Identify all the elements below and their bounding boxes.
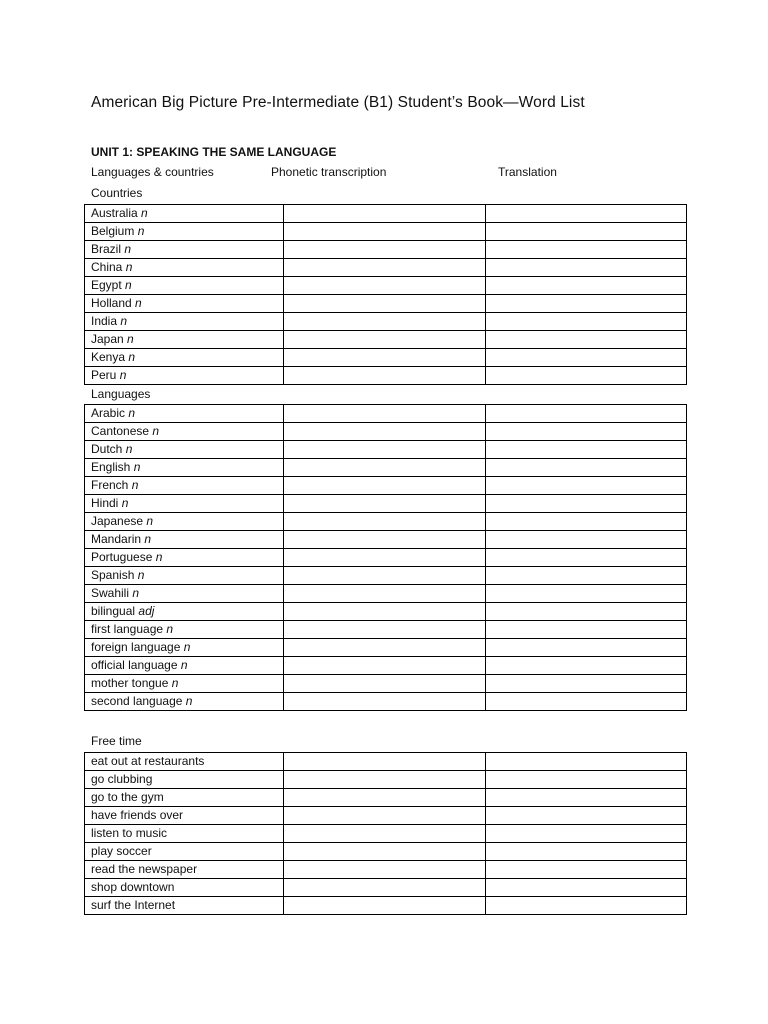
word-text: read the newspaper <box>91 862 198 876</box>
phonetic-cell <box>284 585 486 603</box>
phonetic-cell <box>284 843 486 861</box>
phonetic-cell <box>284 861 486 879</box>
table-row <box>85 313 687 331</box>
table-row <box>85 531 687 549</box>
translation-cell <box>486 259 687 277</box>
phonetic-cell <box>284 259 486 277</box>
word-cell <box>85 477 284 495</box>
part-of-speech: n <box>131 478 139 492</box>
word-text: Brazil <box>91 242 122 256</box>
phonetic-cell <box>284 441 486 459</box>
part-of-speech: n <box>119 368 127 382</box>
translation-cell <box>486 693 687 711</box>
part-of-speech: n <box>144 532 152 546</box>
table-row <box>85 205 687 223</box>
word-cell <box>85 897 284 915</box>
word-cell <box>85 825 284 843</box>
table-row <box>85 693 687 711</box>
translation-cell <box>486 621 687 639</box>
translation-cell <box>486 349 687 367</box>
phonetic-cell <box>284 495 486 513</box>
word-cell <box>85 241 284 259</box>
word-text: Cantonese <box>91 424 150 438</box>
word-text: Japanese <box>91 514 144 528</box>
word-text: Dutch <box>91 442 123 456</box>
word-cell <box>85 223 284 241</box>
phonetic-cell <box>284 879 486 897</box>
word-text: Spanish <box>91 568 135 582</box>
table-row <box>85 639 687 657</box>
word-text: surf the Internet <box>91 898 176 912</box>
word-text: Egypt <box>91 278 122 292</box>
word-text: have friends over <box>91 808 184 822</box>
word-cell <box>85 205 284 223</box>
word-cell <box>85 441 284 459</box>
part-of-speech: n <box>125 442 133 456</box>
table-row <box>85 549 687 567</box>
word-text: Portuguese <box>91 550 153 564</box>
table-row <box>85 771 687 789</box>
table-row <box>85 295 687 313</box>
translation-cell <box>486 585 687 603</box>
phonetic-cell <box>284 621 486 639</box>
translation-cell <box>486 789 687 807</box>
part-of-speech: n <box>121 496 129 510</box>
phonetic-cell <box>284 367 486 385</box>
translation-cell <box>486 405 687 423</box>
word-text: French <box>91 478 129 492</box>
phonetic-cell <box>284 241 486 259</box>
word-text: foreign language <box>91 640 181 654</box>
word-text: shop downtown <box>91 880 175 894</box>
table-row <box>85 567 687 585</box>
table-row <box>85 513 687 531</box>
translation-cell <box>486 295 687 313</box>
phonetic-cell <box>284 349 486 367</box>
part-of-speech: n <box>155 550 163 564</box>
translation-cell <box>486 675 687 693</box>
table-row <box>85 331 687 349</box>
word-cell <box>85 277 284 295</box>
word-cell <box>85 843 284 861</box>
part-of-speech: n <box>137 224 145 238</box>
word-text: Kenya <box>91 350 126 364</box>
table-row <box>85 277 687 295</box>
phonetic-cell <box>284 531 486 549</box>
part-of-speech: n <box>183 640 191 654</box>
word-cell <box>85 259 284 277</box>
word-text: Belgium <box>91 224 135 238</box>
translation-cell <box>486 657 687 675</box>
phonetic-cell <box>284 897 486 915</box>
table-row <box>85 753 687 771</box>
translation-cell <box>486 567 687 585</box>
word-text: play soccer <box>91 844 152 858</box>
phonetic-cell <box>284 459 486 477</box>
column-header-translation: Translation <box>498 165 557 179</box>
table-row <box>85 477 687 495</box>
table-row <box>85 879 687 897</box>
phonetic-cell <box>284 693 486 711</box>
word-cell <box>85 295 284 313</box>
table-row <box>85 621 687 639</box>
word-cell <box>85 405 284 423</box>
translation-cell <box>486 495 687 513</box>
part-of-speech: n <box>185 694 193 708</box>
word-text: China <box>91 260 123 274</box>
table-row <box>85 241 687 259</box>
phonetic-cell <box>284 825 486 843</box>
word-text: Holland <box>91 296 132 310</box>
word-cell <box>85 423 284 441</box>
part-of-speech: adj <box>138 604 155 618</box>
part-of-speech: n <box>124 242 132 256</box>
phonetic-cell <box>284 753 486 771</box>
word-cell <box>85 459 284 477</box>
word-text: first language <box>91 622 164 636</box>
part-of-speech: n <box>171 676 179 690</box>
phonetic-cell <box>284 675 486 693</box>
phonetic-cell <box>284 771 486 789</box>
translation-cell <box>486 603 687 621</box>
translation-cell <box>486 241 687 259</box>
word-text: go clubbing <box>91 772 153 786</box>
table-row <box>85 657 687 675</box>
translation-cell <box>486 277 687 295</box>
word-cell <box>85 771 284 789</box>
document-title: American Big Picture Pre-Intermediate (B1) Student’s Book—Word List <box>91 94 585 111</box>
word-cell <box>85 621 284 639</box>
part-of-speech: n <box>135 296 142 310</box>
phonetic-cell <box>284 313 486 331</box>
translation-cell <box>486 477 687 495</box>
word-cell <box>85 693 284 711</box>
word-text: English <box>91 460 131 474</box>
phonetic-cell <box>284 477 486 495</box>
part-of-speech: n <box>120 314 128 328</box>
translation-cell <box>486 441 687 459</box>
word-cell <box>85 657 284 675</box>
unit-heading: UNIT 1: SPEAKING THE SAME LANGUAGE <box>91 145 337 159</box>
word-cell <box>85 675 284 693</box>
word-text: Australia <box>91 206 138 220</box>
word-text: India <box>91 314 118 328</box>
word-cell <box>85 567 284 585</box>
translation-cell <box>486 459 687 477</box>
word-text: Peru <box>91 368 117 382</box>
countries-table <box>84 204 687 385</box>
translation-cell <box>486 423 687 441</box>
translation-cell <box>486 313 687 331</box>
translation-cell <box>486 549 687 567</box>
word-text: official language <box>91 658 178 672</box>
part-of-speech: n <box>180 658 188 672</box>
phonetic-cell <box>284 513 486 531</box>
column-header-phonetic: Phonetic transcription <box>271 165 387 179</box>
table-row <box>85 843 687 861</box>
word-cell <box>85 367 284 385</box>
phonetic-cell <box>284 789 486 807</box>
word-text: go to the gym <box>91 790 164 804</box>
word-cell <box>85 753 284 771</box>
translation-cell <box>486 897 687 915</box>
table-row <box>85 807 687 825</box>
phonetic-cell <box>284 423 486 441</box>
phonetic-cell <box>284 807 486 825</box>
translation-cell <box>486 843 687 861</box>
word-text: bilingual <box>91 604 136 618</box>
part-of-speech: n <box>133 460 141 474</box>
part-of-speech: n <box>141 206 148 220</box>
table-row <box>85 585 687 603</box>
word-text: Arabic <box>91 406 126 420</box>
part-of-speech: n <box>152 424 160 438</box>
section-label-languages: Languages <box>91 387 151 401</box>
table-row <box>85 405 687 423</box>
translation-cell <box>486 879 687 897</box>
word-cell <box>85 807 284 825</box>
part-of-speech: n <box>125 260 133 274</box>
table-row <box>85 367 687 385</box>
table-row <box>85 603 687 621</box>
table-row <box>85 441 687 459</box>
table-row <box>85 861 687 879</box>
free-time-table <box>84 752 687 915</box>
word-cell <box>85 879 284 897</box>
translation-cell <box>486 513 687 531</box>
word-cell <box>85 861 284 879</box>
table-row <box>85 459 687 477</box>
part-of-speech: n <box>127 332 134 346</box>
word-cell <box>85 495 284 513</box>
word-cell <box>85 585 284 603</box>
part-of-speech: n <box>128 350 136 364</box>
word-cell <box>85 331 284 349</box>
table-row <box>85 223 687 241</box>
translation-cell <box>486 861 687 879</box>
table-row <box>85 495 687 513</box>
phonetic-cell <box>284 603 486 621</box>
word-cell <box>85 789 284 807</box>
translation-cell <box>486 639 687 657</box>
word-text: second language <box>91 694 183 708</box>
word-cell <box>85 549 284 567</box>
word-cell <box>85 603 284 621</box>
translation-cell <box>486 753 687 771</box>
table-row <box>85 259 687 277</box>
translation-cell <box>486 367 687 385</box>
word-text: Hindi <box>91 496 119 510</box>
column-header-words: Languages & countries <box>91 165 214 179</box>
word-text: mother tongue <box>91 676 169 690</box>
phonetic-cell <box>284 277 486 295</box>
word-cell <box>85 349 284 367</box>
table-row <box>85 789 687 807</box>
word-cell <box>85 313 284 331</box>
phonetic-cell <box>284 549 486 567</box>
translation-cell <box>486 205 687 223</box>
translation-cell <box>486 771 687 789</box>
part-of-speech: n <box>125 278 132 292</box>
word-text: Mandarin <box>91 532 142 546</box>
phonetic-cell <box>284 295 486 313</box>
table-row <box>85 825 687 843</box>
translation-cell <box>486 223 687 241</box>
phonetic-cell <box>284 657 486 675</box>
word-cell <box>85 513 284 531</box>
languages-table <box>84 404 687 711</box>
word-text: Swahili <box>91 586 130 600</box>
word-cell <box>85 531 284 549</box>
table-row <box>85 897 687 915</box>
table-row <box>85 349 687 367</box>
table-row <box>85 423 687 441</box>
translation-cell <box>486 331 687 349</box>
part-of-speech: n <box>146 514 154 528</box>
phonetic-cell <box>284 639 486 657</box>
phonetic-cell <box>284 205 486 223</box>
phonetic-cell <box>284 405 486 423</box>
translation-cell <box>486 531 687 549</box>
word-cell <box>85 639 284 657</box>
translation-cell <box>486 825 687 843</box>
part-of-speech: n <box>128 406 136 420</box>
section-label-countries: Countries <box>91 186 143 200</box>
part-of-speech: n <box>166 622 174 636</box>
word-text: Japan <box>91 332 124 346</box>
translation-cell <box>486 807 687 825</box>
word-text: eat out at restaurants <box>91 754 205 768</box>
word-text: listen to music <box>91 826 168 840</box>
phonetic-cell <box>284 331 486 349</box>
table-row <box>85 675 687 693</box>
part-of-speech: n <box>132 586 140 600</box>
section-label-free-time: Free time <box>91 734 142 748</box>
phonetic-cell <box>284 223 486 241</box>
phonetic-cell <box>284 567 486 585</box>
part-of-speech: n <box>137 568 145 582</box>
